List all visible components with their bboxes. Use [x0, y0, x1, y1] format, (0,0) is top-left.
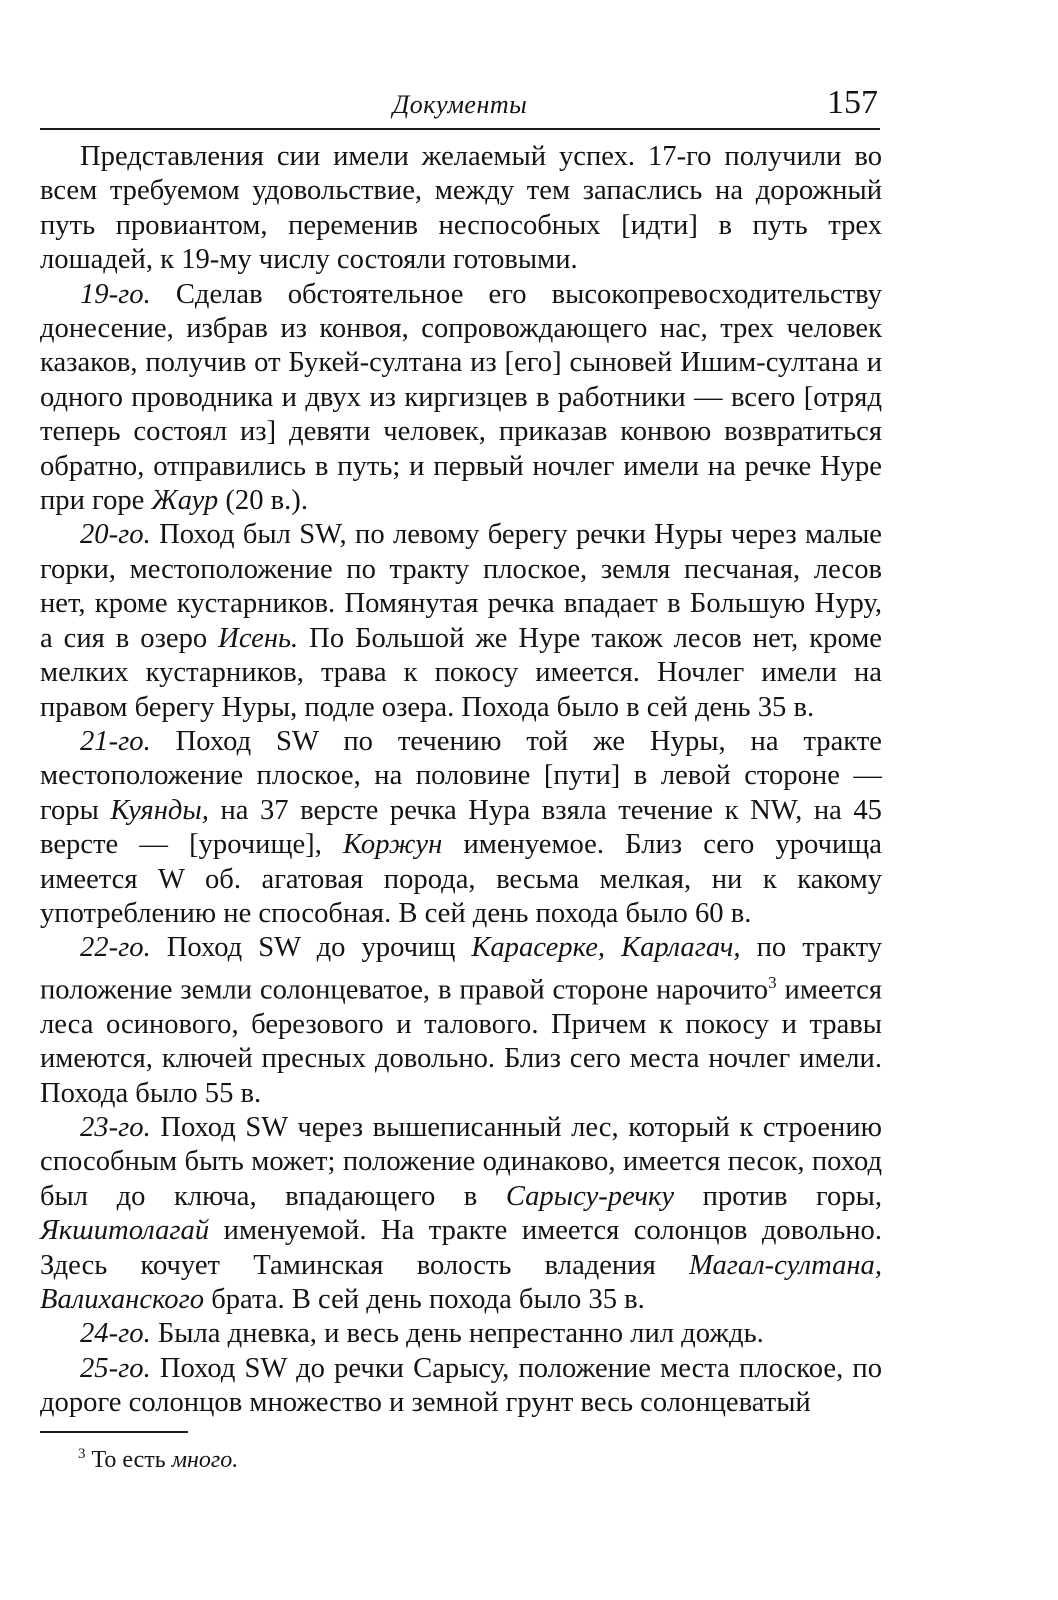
- text-run: Поход SW до речки Сарысу, положение места плоское, по дороге солонцов множество и земной грунт весь солонцеватый: [40, 1352, 882, 1419]
- footnote: [78, 1446, 238, 1474]
- italic-text: Куянды,: [110, 794, 209, 826]
- text-run: на 37 версте речка Нура взяла течение к NW, на 45 версте — [урочище],: [40, 794, 882, 861]
- paragraph: [40, 278, 882, 519]
- running-title: Документы: [392, 90, 528, 119]
- italic-text: Карасерке, Карлагач,: [471, 932, 741, 964]
- paragraph: [40, 1317, 882, 1351]
- text-run: (20 в.).: [218, 485, 308, 517]
- text-run: Поход SW по течению той же Нуры, на тракте местоположение плоское, на половине [пути] в левой стороне — горы: [40, 725, 882, 826]
- footnote-ref: 3: [768, 972, 777, 992]
- text-run: Представления сии имели желаемый успех. 17-го получили во всем требуемом удовольствие, между тем запаслись на дорожный путь провиантом, переменив неспособных [идти] в путь трех лошадей, к 19-му числу состояли готовыми.: [40, 141, 882, 276]
- date-lead: 23-го.: [80, 1111, 151, 1143]
- paragraph: [40, 1352, 882, 1421]
- date-lead: 21-го.: [80, 725, 151, 757]
- text-run: именуемое. Близ сего урочища имеется W об. агатовая порода, весьма мелкая, ни к какому употреблению не способная. В сей день похода было 60 в.: [40, 829, 882, 929]
- italic-text: Магал-султана, Валиханского: [40, 1249, 882, 1315]
- footnote-italic: много.: [171, 1447, 239, 1473]
- footnote-marker: 3: [78, 1446, 86, 1462]
- text-run: Поход SW через вышеписанный лес, который к строению способным быть может; положение одинаково, имеется песок, поход был до ключа, впадающего в: [40, 1111, 882, 1212]
- italic-text: Якшитолагай: [40, 1215, 210, 1247]
- text-run: Была дневка, и весь день непрестанно лил дождь.: [157, 1318, 764, 1350]
- paragraph: [40, 140, 882, 278]
- text-run: По Большой же Нуре також лесов нет, кроме мелких кустарников, трава к покосу имеется. Ночлег имели на правом берегу Нуры, подле озера. Похода было в сей день 35 в.: [40, 622, 882, 723]
- text-run: против горы,: [674, 1180, 882, 1212]
- italic-text: Жаур: [151, 485, 219, 517]
- body-text: [40, 140, 882, 1421]
- paragraph: [40, 1111, 882, 1317]
- footnote-rule: [40, 1431, 188, 1433]
- text-run: Сделав обстоятельное его высокопревосходительству донесение, избрав из конвоя, сопровождающего нас, трех человек казаков, получив от Букей-султана из [его] сыновей Ишим-султана и одного проводника и двух из киргизцев в работники — всего [отряд теперь состоял из] девяти человек, приказав конвою возвратиться обратно, отправились в путь; и первый ночлег имели на речке Нуре при горе: [40, 278, 882, 517]
- date-lead: 22-го.: [80, 932, 151, 964]
- paragraph: [40, 725, 882, 931]
- date-lead: 19-го.: [80, 278, 151, 310]
- text-run: брата. В сей день похода было 35 в.: [204, 1283, 645, 1315]
- text-run: по тракту положение земли солонцеватое, в правой стороне нарочито: [40, 932, 882, 1006]
- running-head: [40, 84, 880, 130]
- paragraph: [40, 931, 882, 1111]
- footnote-text: То есть: [91, 1447, 172, 1473]
- date-lead: 24-го.: [80, 1318, 151, 1350]
- italic-text: Сарысу-речку: [505, 1180, 675, 1212]
- date-lead: 20-го.: [80, 519, 151, 551]
- text-run: имеется леса осинового, березового и талового. Причем к покосу и травы имеются, ключей пресных довольно. Близ сего места ночлег имели. Похода было 55 в.: [40, 974, 882, 1109]
- text-run: Поход был SW, по левому берегу речки Нуры через малые горки, местоположение по тракту плоское, земля песчаная, лесов нет, кроме кустарников. Помянутая речка впадает в Большую Нуру, а сия в озеро: [40, 519, 882, 654]
- date-lead: 25-го.: [80, 1352, 151, 1384]
- paragraph: [40, 518, 882, 724]
- page-number: 157: [827, 84, 878, 121]
- italic-text: Исень.: [218, 622, 299, 654]
- text-run: Поход SW до урочищ: [166, 932, 472, 964]
- italic-text: Коржун: [343, 829, 443, 861]
- text-run: именуемой. На тракте имеется солонцов довольно. Здесь кочует Таминская волость владения: [40, 1215, 882, 1281]
